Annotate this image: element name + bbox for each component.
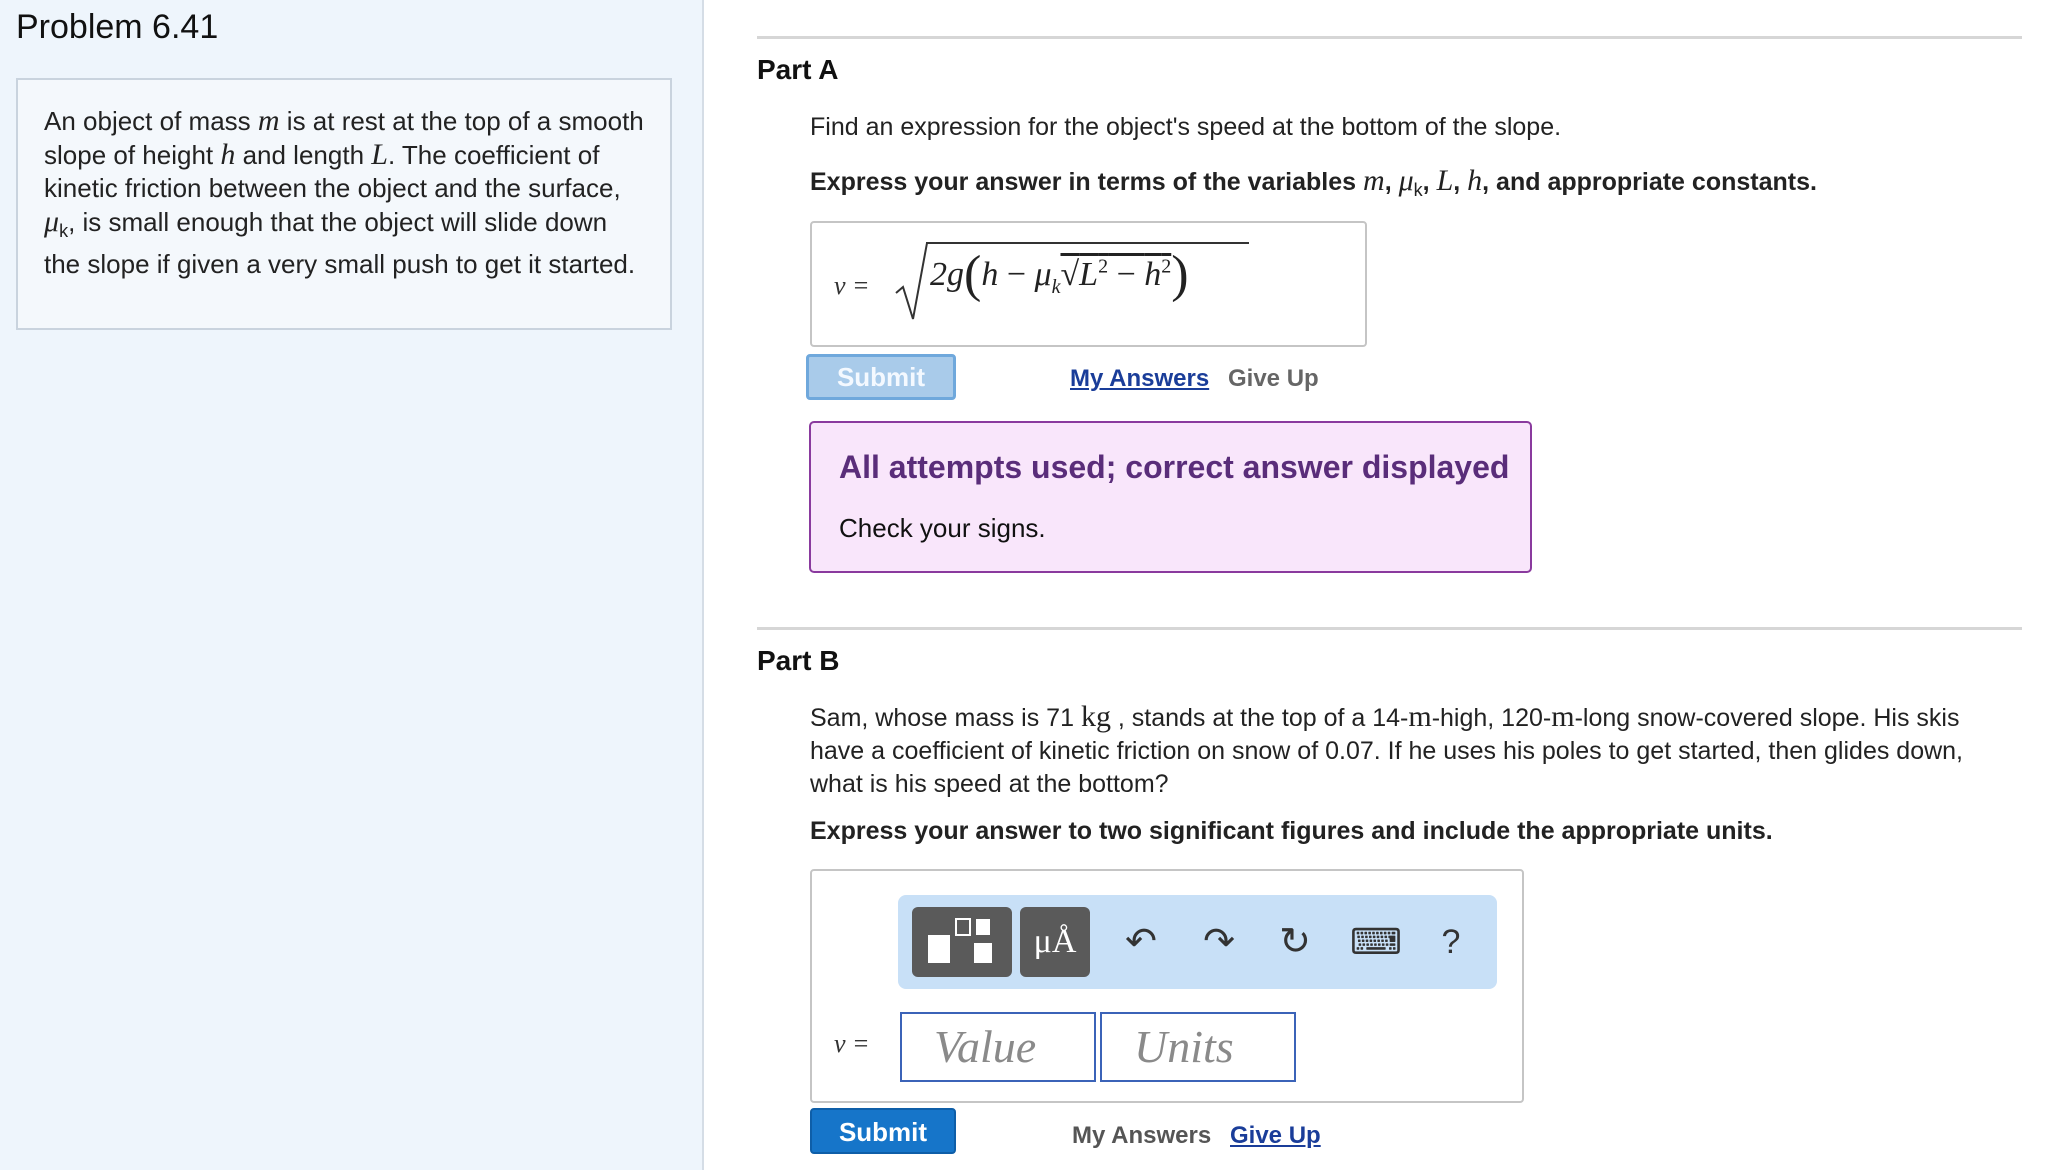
inner-sqrt: $√L^2 - h^2$	[1060, 255, 1172, 293]
part-b-my-answers-link[interactable]: My Answers	[1072, 1122, 1212, 1149]
expr-h: h	[981, 256, 999, 293]
para-text: -high, 120-	[1431, 704, 1552, 732]
redo-icon[interactable]: ↷	[1203, 921, 1235, 963]
part-b-submit-button[interactable]: Submit	[810, 1108, 956, 1154]
expr-minus: −	[1108, 256, 1145, 293]
var-h: h	[220, 138, 236, 171]
undo-icon[interactable]: ↶	[1125, 921, 1157, 963]
separator: ,	[1384, 168, 1399, 196]
part-b-title: Part B	[757, 645, 840, 676]
templates-button[interactable]	[912, 907, 1012, 977]
part-b-give-up-link[interactable]: Give Up	[1230, 1122, 1321, 1149]
problem-statement	[16, 78, 672, 330]
unit-m: m	[1408, 700, 1432, 733]
problem-sidebar	[0, 0, 704, 1170]
expr-sq: 2	[1098, 255, 1109, 278]
feedback-title: All attempts used; correct answer displayed	[839, 449, 1510, 485]
part-a-my-answers-link[interactable]: My Answers	[1070, 365, 1210, 392]
part-a-title: Part A	[757, 54, 839, 85]
para-text: Sam, whose mass is 71	[810, 704, 1081, 732]
var-m: m	[257, 104, 280, 137]
divider	[757, 627, 2022, 630]
expr-mu-sub: k	[1051, 275, 1061, 298]
reset-icon[interactable]: ↻	[1279, 921, 1311, 963]
expr-h: h	[1144, 256, 1162, 293]
unit-m: m	[1551, 700, 1575, 733]
part-a-feedback	[809, 421, 1532, 573]
var-mu: μ	[1398, 164, 1414, 197]
part-a-give-up-link[interactable]: Give Up	[1228, 365, 1319, 392]
var-L: L	[371, 138, 388, 171]
problem-title: Problem 6.41	[16, 8, 219, 46]
instruction-text: Express your answer in terms of the variables	[810, 168, 1364, 196]
part-b-answer-box	[810, 869, 1524, 1103]
expr-L: L	[1079, 256, 1099, 293]
part-a-instruction	[810, 164, 1817, 201]
answer-lhs: v =	[834, 271, 870, 300]
value-input[interactable]: Value	[900, 1012, 1096, 1082]
var-mu-sub: k	[59, 221, 69, 242]
statement-text: An object of mass	[44, 106, 258, 136]
part-a-answer-box	[810, 221, 1367, 347]
var-mu-sub: k	[1413, 180, 1423, 200]
part-b-instruction: Express your answer to two significant figures and include the appropriate units.	[810, 817, 1773, 845]
keyboard-icon[interactable]: ⌨	[1350, 921, 1402, 962]
expr-minus: −	[998, 256, 1035, 293]
answer-expression	[930, 245, 1189, 304]
para-text: -long snow-covered slope. His skis have a coefficient of kinetic friction on snow of 0.07. If he uses his poles to get started, then glides down, what is his speed at the bottom?	[810, 704, 1964, 798]
units-button[interactable]: μÅ	[1020, 907, 1090, 977]
part-b-problem-text	[810, 700, 2020, 801]
statement-text: . The coefficient of kinetic friction between the object and the surface,	[44, 140, 621, 203]
templates-icon	[912, 907, 1012, 977]
expr-mu: μ	[1034, 256, 1052, 293]
instruction-text: , and appropriate constants.	[1482, 168, 1817, 196]
statement-text: and length	[235, 140, 372, 170]
help-icon[interactable]: ?	[1441, 923, 1461, 961]
separator: ,	[1453, 168, 1468, 196]
math-toolbar	[898, 895, 1497, 989]
expr-lparen: (	[964, 246, 982, 303]
sqrt-sign-icon	[894, 241, 930, 323]
feedback-message: Check your signs.	[839, 513, 1046, 543]
part-a-submit-button[interactable]: Submit	[806, 354, 956, 400]
var-L: L	[1436, 164, 1454, 197]
part-a-prompt: Find an expression for the object's speed at the bottom of the slope.	[810, 113, 1562, 141]
divider	[757, 36, 2022, 39]
expr-2g: 2g	[930, 256, 964, 293]
var-mu: μ	[44, 205, 60, 238]
var-m: m	[1363, 164, 1385, 197]
units-input[interactable]: Units	[1100, 1012, 1296, 1082]
var-h: h	[1467, 164, 1483, 197]
sqrt-overline	[926, 242, 1249, 244]
para-text: , stands at the top of a 14-	[1110, 704, 1409, 732]
answer-lhs: v =	[834, 1029, 870, 1058]
statement-text: is at rest at the top of a smooth slope of height	[44, 106, 644, 170]
main-content	[702, 0, 2046, 1170]
unit-kg: kg	[1080, 700, 1111, 733]
expr-rparen: )	[1171, 246, 1189, 303]
statement-text: , is small enough that the object will slide down the slope if given a very small push to get it started.	[44, 207, 636, 280]
expr-sq: 2	[1161, 255, 1172, 278]
separator: ,	[1422, 168, 1437, 196]
